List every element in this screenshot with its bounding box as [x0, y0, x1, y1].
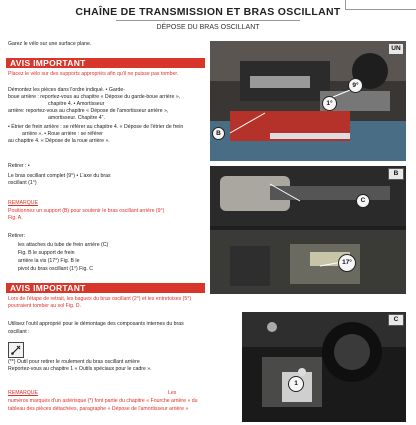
page-title: CHAÎNE DE TRANSMISSION ET BRAS OSCILLANT [75, 6, 341, 18]
retirer-item: les attaches du tube de frein arrière (C) [18, 242, 109, 248]
figure-c-callout: 1 [288, 376, 304, 392]
tool-line: oscillant : [8, 329, 30, 335]
figure-a-badge: UN [388, 43, 404, 55]
retirer-item: Fig. B le support de frein [18, 250, 75, 256]
retirer-label-1: Retirer : • [8, 163, 30, 169]
figure-c-photo [242, 312, 406, 422]
remove-line: Démontez les pièces dans l'ordre indiqué. • Garde- [8, 87, 125, 93]
remark-1-line: Positionnez un support (B) pour soutenir le bras oscillant arrière (9°) [8, 208, 165, 214]
tool-line: Utilisez l'outil approprié pour le démontage des composants internes du bras [8, 321, 184, 327]
remove-line: au chapitre 4. « Dépose de la roue arrière ». [8, 138, 110, 144]
warning-banner-1: AVIS IMPORTANT [6, 58, 205, 68]
remark-2-tail: Les [168, 390, 177, 396]
retirer-item: arrière la vis (17°) Fig. B le [18, 258, 80, 264]
figure-b-badge: B [388, 168, 404, 180]
warning-2-line: Lors de l'étape de retrait, les bagues du bras oscillant (2°) et les entretoises (5°) [8, 296, 192, 302]
swing-line: oscillant (1°) [8, 180, 37, 186]
title-divider [116, 20, 300, 21]
remark-2-title: REMARQUE [8, 390, 38, 396]
figure-b-photo [210, 166, 406, 294]
remark-1-title: REMARQUE [8, 200, 38, 206]
figure-a-callout: 9° [348, 78, 363, 93]
intro-text: Garez le vélo sur une surface plane. [8, 41, 92, 47]
remark-1-line: Fig. A. [8, 215, 23, 221]
remove-line: amortisseur. Chapitre 4". [48, 115, 105, 121]
remove-line: arrière ». • Roue arrière : se référer [22, 131, 103, 137]
figure-a-callout: 1° [322, 96, 337, 111]
retirer-item: pivot du bras oscillant (1°) Fig. C [18, 266, 94, 272]
remove-line: chapitre 4. • Amortisseur [48, 101, 105, 107]
figure-b-callout: 17° [338, 254, 356, 272]
remark-2-line: tableau des pièces détachées, paragraphe « Dépose de l'amortisseur arrière » [8, 406, 189, 412]
retirer-label-2: Retirer: [8, 233, 26, 239]
tool-note-line: (**) Outil pour retirer le roulement du bras oscillant arrière [8, 359, 140, 365]
figure-a-callout: B [212, 127, 225, 140]
remove-line: • Étrier de frein arrière : se référer au chapitre 4. « Dépose de l'étrier de frein [8, 124, 184, 130]
remove-line: boue arrière : reportez-vous au chapitre « Dépose du garde-boue arrière », [8, 94, 181, 100]
figure-a-photo [210, 41, 406, 161]
remove-line: arrière: reportez-vous au chapitre « Dépose de l'amortisseur arrière », [8, 108, 169, 114]
warning-banner-2: AVIS IMPORTANT [6, 283, 205, 293]
tool-note-line: Reportez-vous au chapitre 1 « Outils spéciaux pour le cadre ». [8, 366, 152, 372]
figure-b-callout: C [356, 194, 370, 208]
figure-c-badge: C [388, 314, 404, 326]
special-tool-icon [8, 342, 24, 358]
warning-1-text: Placez le vélo sur des supports appropriés afin qu'il ne puisse pas tomber. [8, 71, 179, 77]
swing-line: Le bras oscillant complet (9°) • L'axe du bras [8, 173, 111, 179]
warning-2-line: pourraient tomber au sol Fig. D. [8, 303, 81, 309]
page-subtitle: DÉPOSE DU BRAS OSCILLANT [156, 24, 260, 31]
remark-2-line: numéros marqués d'un astérisque (*) font partie du chapitre « Fourche arrière » du [8, 398, 198, 404]
